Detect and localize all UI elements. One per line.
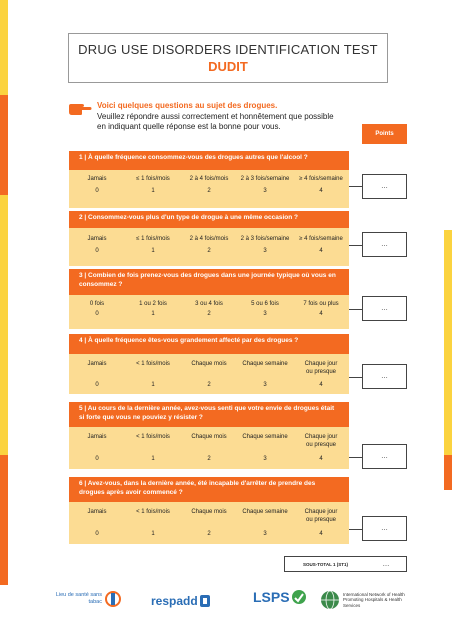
intro-line3: en indiquant quelle réponse est la bonne pour vous. [97, 122, 281, 131]
answer-score: 2 [207, 456, 211, 462]
answer-label: Jamais [87, 509, 107, 515]
answer-label: Chaque semaine [242, 361, 288, 367]
lieu-sante-mark-icon [105, 590, 121, 608]
answer-label: ≥ 4 fois/semaine [299, 176, 343, 182]
answer-option[interactable] [125, 228, 181, 266]
answer-label: < 1 fois/mois [136, 434, 170, 440]
answer-score: 1 [151, 456, 155, 462]
answer-option[interactable] [237, 170, 293, 208]
pointing-hand-icon [68, 102, 92, 121]
answer-score: 0 [95, 311, 99, 317]
answer-option[interactable] [181, 170, 237, 208]
answer-option[interactable] [125, 354, 181, 394]
points-box-q2[interactable]: … [362, 232, 407, 257]
answer-option[interactable] [293, 228, 349, 266]
answer-label: 5 ou 6 fois [251, 301, 279, 307]
answer-option[interactable] [293, 295, 349, 329]
question-5-title: 5 | Au cours de la dernière année, avez-vous senti que votre envie de drogues était si forte que vous ne pouviez y résister ? [69, 402, 349, 427]
title-line1: DRUG USE DISORDERS IDENTIFICATION TEST [78, 42, 378, 57]
answer-score: 0 [95, 382, 99, 388]
answer-score: 3 [263, 456, 267, 462]
respadd-mark-icon [200, 595, 210, 607]
points-box-q5[interactable]: … [362, 444, 407, 469]
answer-option[interactable] [69, 354, 125, 394]
lieu-sante-logo-text: Lieu de santé sans tabac [55, 592, 102, 605]
question-3-title: 3 | Combien de fois prenez-vous des drogues dans une journée typique où vous en consommez ? [69, 269, 349, 295]
points-connector [349, 186, 362, 187]
answer-score: 4 [319, 531, 323, 537]
answer-label: Chaque jour ou presque [304, 434, 338, 448]
answer-score: 0 [95, 456, 99, 462]
answer-score: 3 [263, 188, 267, 194]
left-bar-orange [0, 95, 8, 195]
answer-option[interactable] [293, 427, 349, 469]
points-connector [349, 529, 362, 530]
points-header: Points [362, 124, 407, 144]
answer-score: 1 [151, 531, 155, 537]
answer-option[interactable] [293, 502, 349, 544]
answer-label: Chaque jour ou presque [304, 509, 338, 523]
answer-score: 3 [263, 248, 267, 254]
answer-option[interactable] [237, 354, 293, 394]
answer-option[interactable] [69, 502, 125, 544]
answer-score: 2 [207, 311, 211, 317]
right-bar-orange [444, 455, 452, 490]
answer-label: < 1 fois/mois [136, 361, 170, 367]
answer-score: 4 [319, 382, 323, 388]
question-3 [69, 269, 349, 329]
points-box-q6[interactable]: … [362, 516, 407, 541]
points-box-q1[interactable]: … [362, 174, 407, 199]
left-bar-yellow-top [0, 0, 8, 95]
question-6-title: 6 | Avez-vous, dans la dernière année, été incapable d'arrêter de prendre des drogues après avoir commencé ? [69, 477, 349, 502]
answer-score: 1 [151, 188, 155, 194]
points-connector [349, 309, 362, 310]
answer-score: 2 [207, 382, 211, 388]
answer-option[interactable] [293, 170, 349, 208]
answer-label: 2 à 3 fois/semaine [240, 176, 290, 182]
question-6 [69, 477, 349, 544]
respadd-logo [151, 594, 210, 608]
left-bar-yellow [0, 195, 8, 455]
answer-score: 0 [95, 248, 99, 254]
network-logo [320, 590, 405, 610]
answer-label: Chaque semaine [242, 509, 288, 515]
answer-label: Chaque mois [191, 361, 227, 367]
answer-label: ≥ 4 fois/semaine [299, 236, 343, 242]
question-2 [69, 211, 349, 266]
question-1-title: 1 | À quelle fréquence consommez-vous des drogues autres que l'alcool ? [69, 151, 349, 170]
globe-icon [320, 590, 340, 610]
answer-label: 7 fois ou plus [303, 301, 339, 307]
answer-option[interactable] [293, 354, 349, 394]
answer-label: ≤ 1 fois/mois [136, 236, 170, 242]
question-1-answers [69, 170, 349, 208]
answer-label: Chaque mois [191, 509, 227, 515]
answer-option[interactable] [181, 354, 237, 394]
answer-score: 4 [319, 188, 323, 194]
question-3-answers [69, 295, 349, 329]
points-connector [349, 377, 362, 378]
answer-option[interactable] [181, 295, 237, 329]
answer-label: 1 ou 2 fois [139, 301, 167, 307]
answer-score: 0 [95, 188, 99, 194]
answer-option[interactable] [181, 502, 237, 544]
intro-text [97, 101, 352, 133]
respadd-logo-text: respadd [151, 594, 198, 608]
answer-label: Chaque mois [191, 434, 227, 440]
answer-option[interactable] [125, 295, 181, 329]
points-box-q4[interactable]: … [362, 364, 407, 389]
points-connector [349, 245, 362, 246]
answer-label: ≤ 1 fois/mois [136, 176, 170, 182]
answer-score: 4 [319, 248, 323, 254]
subtotal-label: SOUS-TOTAL 1 (ST1) [302, 561, 348, 567]
answer-label: < 1 fois/mois [136, 509, 170, 515]
question-2-title: 2 | Consommez-vous plus d'un type de drogue à une même occasion ? [69, 211, 349, 228]
answer-label: 2 à 4 fois/mois [189, 236, 229, 242]
answer-option[interactable] [125, 170, 181, 208]
answer-score: 1 [151, 382, 155, 388]
answer-score: 4 [319, 456, 323, 462]
intro-line1: Voici quelques questions au sujet des drogues. [97, 101, 278, 110]
title-line2: DUDIT [208, 59, 248, 74]
question-4-title: 4 | À quelle fréquence êtes-vous grandement affecté par des drogues ? [69, 334, 349, 354]
answer-score: 2 [207, 188, 211, 194]
answer-score: 1 [151, 248, 155, 254]
lieu-sante-logo [54, 590, 124, 608]
answer-label: Jamais [87, 361, 107, 367]
title-box [68, 33, 388, 83]
points-connector [349, 457, 362, 458]
answer-option[interactable] [181, 427, 237, 469]
question-4 [69, 334, 349, 394]
lsps-logo [253, 589, 307, 605]
answer-label: 2 à 3 fois/semaine [240, 236, 290, 242]
network-logo-text: International Network of Health Promoting Hospitals & Health Services [343, 591, 405, 608]
subtotal-box [284, 556, 407, 572]
answer-option[interactable] [69, 228, 125, 266]
answer-score: 1 [151, 311, 155, 317]
answer-score: 3 [263, 531, 267, 537]
answer-label: Jamais [87, 236, 107, 242]
answer-label: 3 ou 4 fois [195, 301, 223, 307]
question-6-answers [69, 502, 349, 544]
right-bar-yellow [444, 230, 452, 455]
question-2-answers [69, 228, 349, 266]
question-5 [69, 402, 349, 469]
answer-option[interactable] [69, 170, 125, 208]
answer-label: Jamais [87, 434, 107, 440]
answer-option[interactable] [237, 502, 293, 544]
left-bar-orange-bottom [0, 455, 8, 585]
answer-label: Chaque semaine [242, 434, 288, 440]
answer-option[interactable] [181, 228, 237, 266]
answer-score: 0 [95, 531, 99, 537]
answer-score: 2 [207, 531, 211, 537]
lsps-logo-text: LSPS [253, 589, 290, 605]
answer-score: 3 [263, 311, 267, 317]
answer-label: 2 à 4 fois/mois [189, 176, 229, 182]
answer-option[interactable] [125, 502, 181, 544]
answer-label: 0 fois [89, 301, 105, 307]
answer-option[interactable] [69, 295, 125, 329]
question-1 [69, 151, 349, 208]
answer-score: 4 [319, 311, 323, 317]
points-box-q3[interactable]: … [362, 296, 407, 321]
answer-option[interactable] [237, 295, 293, 329]
subtotal-value[interactable]: … [382, 560, 390, 568]
answer-option[interactable] [125, 427, 181, 469]
answer-option[interactable] [69, 427, 125, 469]
answer-label: Jamais [87, 176, 107, 182]
question-4-answers [69, 354, 349, 394]
answer-option[interactable] [237, 427, 293, 469]
answer-label: Chaque jour ou presque [304, 361, 338, 375]
lsps-mark-icon [291, 589, 307, 605]
answer-score: 3 [263, 382, 267, 388]
answer-score: 2 [207, 248, 211, 254]
question-5-answers [69, 427, 349, 469]
answer-option[interactable] [237, 228, 293, 266]
intro-line2: Veuillez répondre aussi correctement et honnêtement que possible [97, 111, 334, 121]
